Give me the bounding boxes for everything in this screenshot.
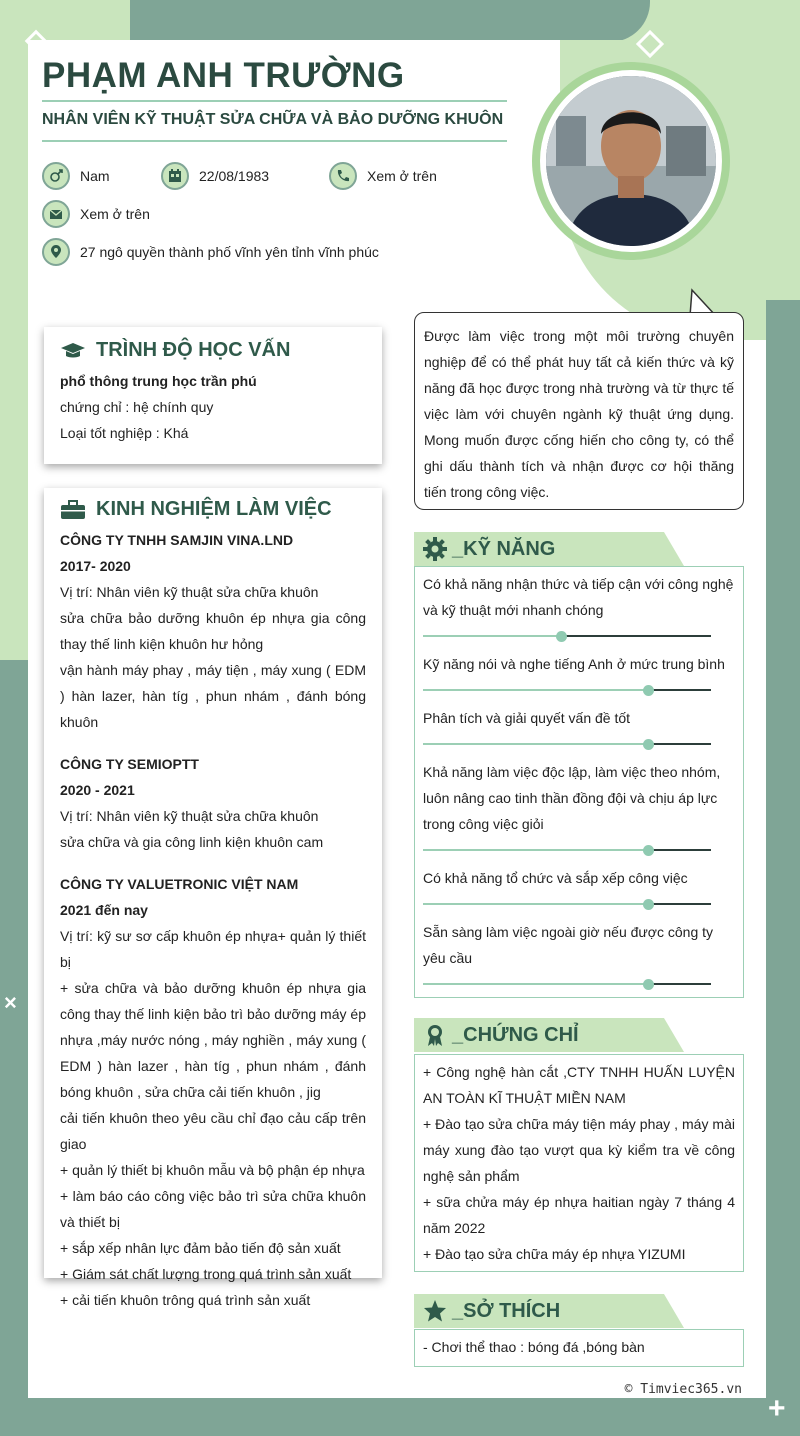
job-line: + sửa chữa và bảo dưỡng khuôn ép nhựa gia công thay thế linh kiện bảo trì bảo dưỡng máy ép nhựa ,máy nước nóng , máy nghiền , máy xung ( EDM ) hàn lazer , hàn tíg , phun nhám , đánh bóng khuôn , sửa chữa cải tiến khuôn , jig (60, 980, 366, 1100)
skill-item (423, 651, 735, 697)
calendar-icon (161, 162, 189, 190)
certificate-item: + Đào tạo sửa chữa máy ép nhựa YIZUMI (423, 1246, 686, 1262)
certificate-item: + Đào tạo sửa chữa máy tiện máy phay , máy mài máy xung đào tạo vượt qua kỳ kiểm tra về công nghệ sản phẩm (423, 1116, 735, 1184)
experience-heading-text: KINH NGHIỆM LÀM VIỆC (96, 498, 332, 520)
skill-text: Khả năng làm việc độc lập, làm việc theo nhóm, luôn nâng cao tinh thần đồng đội và chịu áp lực trong công việc giỏi (423, 764, 721, 832)
job-line: Vị trí: kỹ sư sơ cấp khuôn ép nhựa+ quản lý thiết bị (60, 928, 366, 970)
address-value: 27 ngô quyền thành phố vĩnh yên tỉnh vĩnh phúc (80, 244, 379, 260)
skills-heading-text: _KỸ NĂNG (452, 537, 556, 560)
skills-heading (414, 532, 694, 566)
skill-text: Kỹ năng nói và nghe tiếng Anh ở mức trung bình (423, 656, 725, 672)
hobbies-list (414, 1329, 744, 1367)
job-period: 2020 - 2021 (60, 782, 135, 798)
job-line: vận hành máy phay , máy tiện , máy xung ( EDM ) hàn lazer, hàn tíg , phun nhám , đánh bóng khuôn (60, 662, 366, 730)
skill-level-bar (423, 897, 711, 911)
plus-decoration: + (768, 1392, 786, 1425)
info-address (42, 238, 379, 266)
job-line: sửa chữa bảo dưỡng khuôn ép nhựa gia công thay thế linh kiện khuôn hư hỏng (60, 610, 366, 652)
graduation-cap-icon (60, 340, 86, 362)
skills-list (414, 566, 744, 998)
job-entry (60, 751, 366, 855)
skill-text: Phân tích và giải quyết vấn đề tốt (423, 710, 631, 726)
job-title: NHÂN VIÊN KỸ THUẬT SỬA CHỮA VÀ BẢO DƯỠNG KHUÔN (42, 111, 504, 128)
certificate-item: + Công nghệ hàn cắt ,CTY TNHH HUẤN LUYỆN AN TOÀN KĨ THUẬT MIỀN NAM (423, 1064, 735, 1106)
award-icon (422, 1023, 448, 1047)
gear-icon (422, 537, 448, 561)
location-icon (42, 238, 70, 266)
education-school: phổ thông trung học trần phú (60, 373, 257, 389)
hobby-item: - Chơi thể thao : bóng đá ,bóng bàn (423, 1339, 645, 1355)
phone-value: Xem ở trên (367, 168, 437, 184)
star-icon (422, 1299, 448, 1323)
certificates-list (414, 1054, 744, 1272)
x-decoration: × (4, 990, 17, 1015)
skill-level-bar (423, 629, 711, 643)
briefcase-icon (60, 499, 86, 521)
info-gender (42, 162, 110, 190)
copyright: © Timviec365.vn (624, 1382, 742, 1397)
job-period: 2021 đến nay (60, 902, 148, 918)
skill-item (423, 705, 735, 751)
experience-card (44, 488, 382, 1308)
education-heading (60, 339, 366, 362)
skill-level-bar (423, 737, 711, 751)
education-line: chứng chỉ : hệ chính quy (60, 399, 214, 415)
education-heading-text: TRÌNH ĐỘ HỌC VẤN (96, 339, 291, 361)
job-line: sửa chữa và gia công linh kiện khuôn cam (60, 834, 324, 850)
gender-icon (42, 162, 70, 190)
career-objective: Được làm việc trong một môi trường chuyên nghiệp để có thể phát huy tất cả kiến thức và kỹ năng đã học được trong nhà trường và từ thực tế việc làm với chuyên ngành kỹ thuật ứng dụng. Mong muốn được cống hiến cho công ty, có thể ghi dấu thành tích và nhận được cơ hội thăng tiến trong công việc. (414, 312, 744, 510)
education-card (44, 327, 382, 464)
job-line: Vị trí: Nhân viên kỹ thuật sửa chữa khuôn (60, 808, 319, 824)
job-line: Vị trí: Nhân viên kỹ thuật sửa chữa khuôn (60, 584, 319, 600)
info-phone (329, 162, 437, 190)
info-email (42, 200, 150, 228)
hobbies-heading (414, 1294, 694, 1328)
info-birthday (161, 162, 269, 190)
phone-icon (329, 162, 357, 190)
avatar (546, 76, 716, 246)
job-entry (60, 871, 366, 1313)
certificate-item: + sữa chửa máy ép nhựa haitian ngày 7 tháng 4 năm 2022 (423, 1194, 735, 1236)
skill-level-bar (423, 683, 711, 697)
skill-item (423, 759, 735, 857)
email-icon (42, 200, 70, 228)
skill-item (423, 919, 735, 991)
job-entry (60, 527, 366, 735)
experience-heading (60, 498, 366, 521)
job-line: + làm báo cáo công việc bảo trì sửa chữa khuôn và thiết bị (60, 1188, 366, 1230)
job-company: CÔNG TY TNHH SAMJIN VINA.LND (60, 532, 294, 548)
skill-level-bar (423, 977, 711, 991)
certificates-heading (414, 1018, 694, 1052)
skill-text: Có khả năng nhận thức và tiếp cận với công nghệ và kỹ thuật mới nhanh chóng (423, 576, 734, 618)
education-line: Loại tốt nghiệp : Khá (60, 425, 189, 441)
skill-text: Sẵn sàng làm việc ngoài giờ nếu được công ty yêu cầu (423, 924, 714, 966)
gender-value: Nam (80, 168, 110, 184)
skill-level-bar (423, 843, 711, 857)
skill-item (423, 571, 735, 643)
email-value: Xem ở trên (80, 206, 150, 222)
job-company: CÔNG TY VALUETRONIC VIỆT NAM (60, 876, 299, 892)
skill-item (423, 865, 735, 911)
hobbies-heading-text: _SỞ THÍCH (452, 1299, 561, 1322)
birthday-value: 22/08/1983 (199, 168, 270, 184)
job-line: + sắp xếp nhân lực đảm bảo tiến độ sản xuất (60, 1240, 341, 1256)
job-line: + cải tiến khuôn trông quá trình sản xuất (60, 1292, 311, 1308)
job-line: cải tiến khuôn theo yêu cầu chỉ đạo cảu cấp trên giao (60, 1110, 366, 1152)
certificates-heading-text: _CHỨNG CHỈ (452, 1023, 579, 1046)
skill-text: Có khả năng tổ chức và sắp xếp công việc (423, 870, 688, 886)
job-company: CÔNG TY SEMIOPTT (60, 756, 199, 772)
candidate-name: PHẠM ANH TRƯỜNG (42, 56, 405, 95)
job-period: 2017- 2020 (60, 558, 131, 574)
job-line: + quản lý thiết bị khuôn mẫu và bộ phận ép nhựa (60, 1162, 365, 1178)
background-shape-top (130, 0, 650, 42)
job-line: + Giám sát chất lượng trong quá trình sản xuất (60, 1266, 352, 1282)
